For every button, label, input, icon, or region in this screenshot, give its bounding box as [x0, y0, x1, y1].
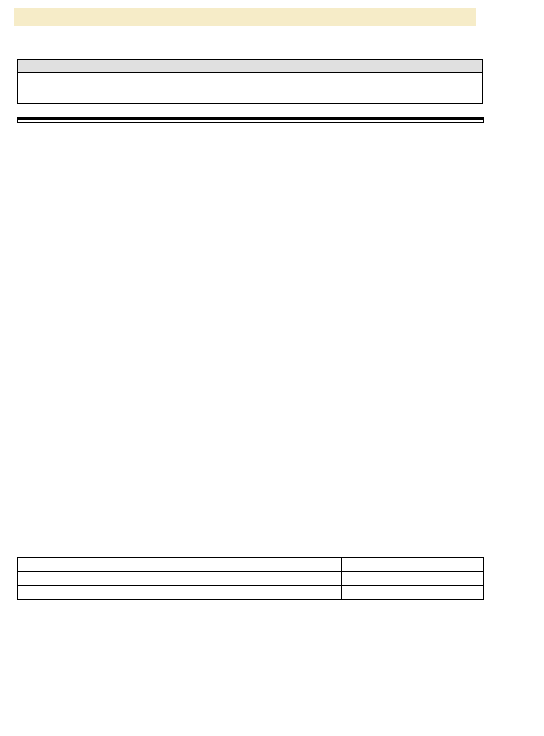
oral-exam-text — [18, 73, 483, 104]
results-date — [342, 558, 484, 572]
title-highlight — [14, 8, 476, 26]
results-table — [17, 557, 484, 600]
weekend-row — [18, 120, 484, 123]
results-label — [18, 572, 342, 586]
results-label — [18, 586, 342, 600]
results-label — [18, 558, 342, 572]
results-date — [342, 586, 484, 600]
results-row — [18, 572, 484, 586]
results-row — [18, 558, 484, 572]
results-date — [342, 572, 484, 586]
oral-exam-header — [18, 60, 483, 73]
written-exam-table — [17, 117, 484, 123]
results-row — [18, 586, 484, 600]
footnotes — [16, 464, 482, 470]
oral-exam-table — [17, 59, 483, 104]
